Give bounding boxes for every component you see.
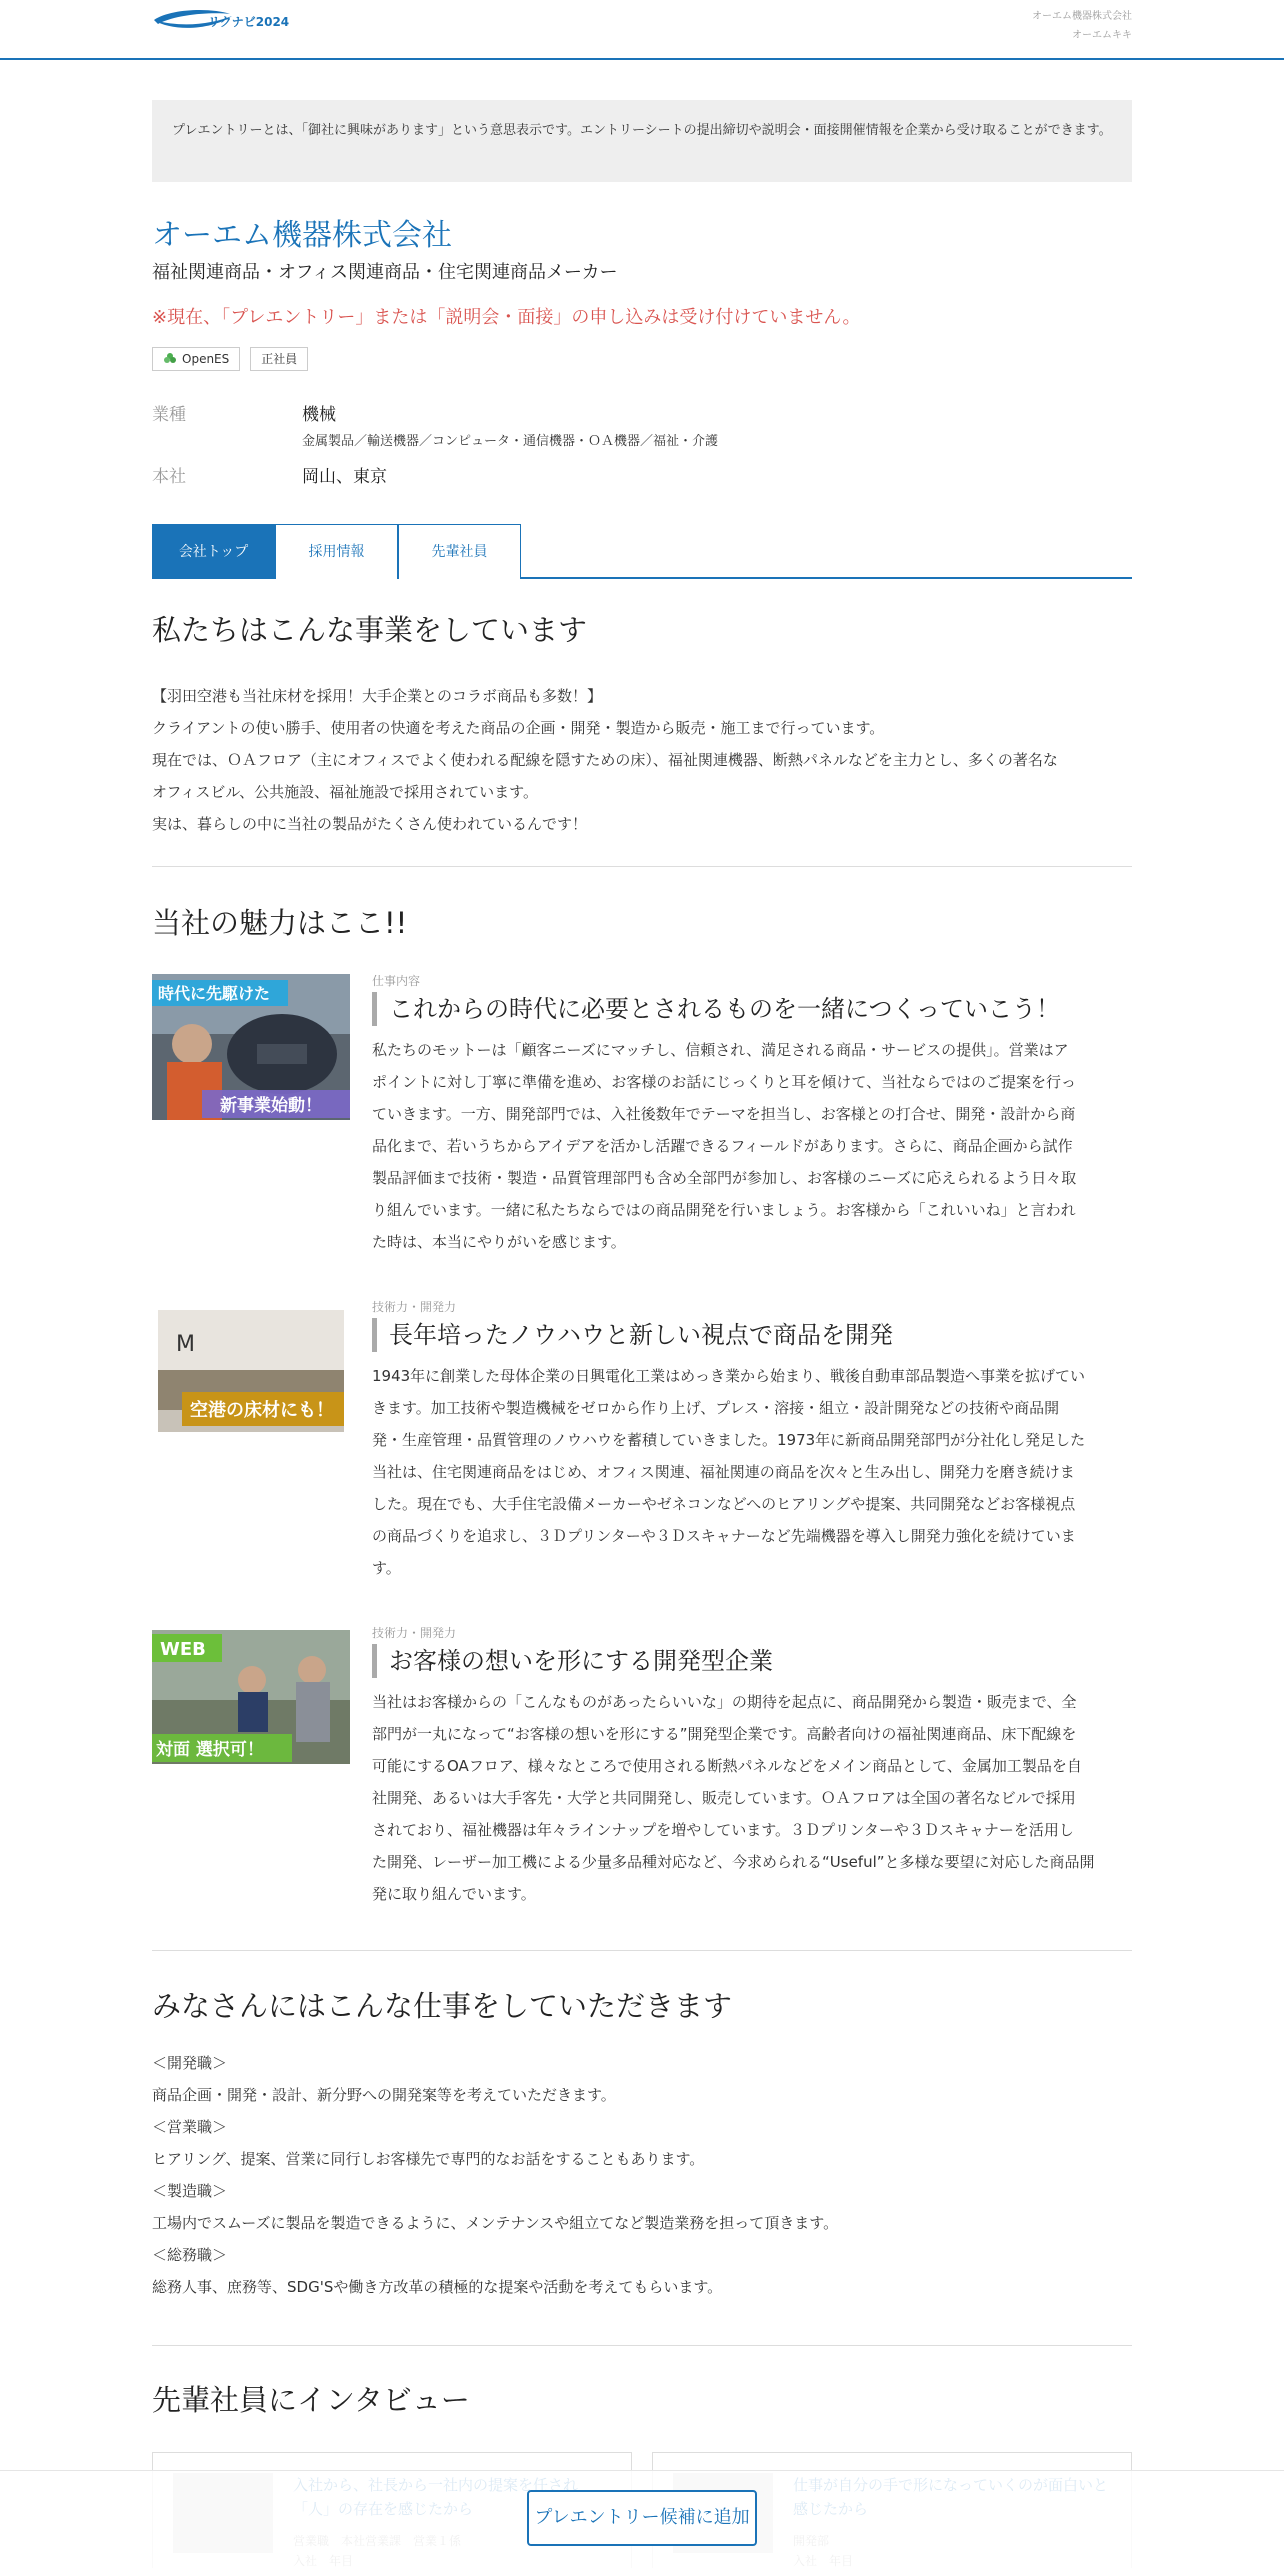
feature-1-line: ていきます。一方、開発部門では、入社後数年でテーマを担当し、お客様との打合せ、開発・設計から商 — [372, 1105, 1076, 1123]
feature-2-line: の商品づくりを追求し、３Ｄプリンターや３Ｄスキャナーなど先端機器を導入し開発力強化を続けていま — [372, 1527, 1076, 1545]
feature-3-line: 発に取り組んでいます。 — [372, 1885, 536, 1903]
sign-letter: M — [176, 1332, 195, 1357]
feature-3-line: 部門が一丸になって“お客様の想いを形にする”開発型企業です。高齢者向けの福祉関連商品、床下配線を — [372, 1725, 1077, 1743]
feature-2-category: 技術力・開発力 — [372, 1300, 457, 1314]
feature-2-line: す。 — [372, 1559, 401, 1577]
feature-image-1 — [152, 974, 350, 1120]
feature-photo-3 — [152, 1630, 350, 1764]
feature-1-line: 私たちのモットーは「顧客ニーズにマッチし、信頼され、満足される商品・サービスの提供」。営業はア — [372, 1041, 1069, 1059]
feature-2-text — [372, 1360, 1132, 1584]
job-line: 総務人事、庶務等、SDG'Sや働き方改革の積極的な提案や活動を考えてもらいます。 — [152, 2278, 723, 2296]
appeal-heading: 当社の魅力はここ!! — [152, 906, 408, 940]
feature-3-caption-bottom: 対面 選択可！ — [156, 1740, 264, 1760]
site-header — [0, 0, 1284, 60]
industry-detail: 金属製品／輸送機器／コンピュータ・通信機器・ＯＡ機器／福祉・介護 — [302, 434, 719, 449]
company-tags — [152, 347, 308, 371]
logo-text: リクナビ2024 — [208, 15, 290, 29]
feature-1-caption-bottom: 新事業始動！ — [220, 1096, 322, 1116]
feature-photo-2 — [152, 1306, 350, 1436]
job-line: ヒアリング、提案、営業に同行しお客様先で専門的なお話をすることもあります。 — [152, 2150, 705, 2168]
business-line: 実は、暮らしの中に当社の製品がたくさん使われているんです！ — [152, 815, 588, 833]
feature-1-line: 製品評価まで技術・製造・品質管理部門も含め全部門が参加し、お客様のニーズに応えられるよう日々取 — [372, 1169, 1077, 1187]
tab-senior-staff[interactable]: 先輩社員 — [398, 524, 521, 579]
feature-3-category: 技術力・開発力 — [372, 1626, 457, 1640]
tag-fulltime — [250, 347, 308, 371]
clover-icon — [163, 352, 177, 366]
tag-openes — [152, 347, 240, 371]
tag-openes-label: OpenES — [182, 352, 230, 366]
industry-label: 業種 — [152, 405, 186, 425]
feature-3-text — [372, 1686, 1132, 1910]
section-divider — [152, 1950, 1132, 1951]
interview-heading: 先輩社員にインタビュー — [152, 2383, 470, 2417]
feature-3-title: お客様の想いを形にする開発型企業 — [372, 1644, 773, 1678]
jobs-text — [152, 2047, 1132, 2303]
header-company-name: オーエム機器株式会社 — [1032, 11, 1132, 22]
feature-image-3 — [152, 1630, 350, 1764]
company-name: オーエム機器株式会社 — [152, 218, 452, 253]
business-line: オフィスビル、公共施設、福祉施設で採用されています。 — [152, 783, 538, 801]
feature-image-2 — [152, 1306, 350, 1452]
feature-2-line: きます。加工技術や製造機械をゼロから作り上げ、プレス・溶接・組立・設計開発などの技術や商品開 — [372, 1399, 1060, 1417]
feature-1-caption-top: 時代に先駆けた — [158, 984, 271, 1003]
entry-closed-warning: ※現在、「プレエントリー」または「説明会・面接」の申し込みは受け付けていません。 — [152, 307, 861, 328]
company-subtitle: 福祉関連商品・オフィス関連商品・住宅関連商品メーカー — [152, 262, 618, 283]
feature-1-category: 仕事内容 — [372, 974, 421, 988]
header-company-info — [1032, 7, 1132, 45]
header-company-kana: オーエムキキ — [1072, 30, 1132, 41]
section-divider — [152, 2345, 1132, 2346]
job-line: ＜営業職＞ — [152, 2118, 228, 2136]
feature-2-caption-bottom: 空港の床材にも！ — [190, 1400, 334, 1421]
rikunabi-logo[interactable] — [152, 6, 302, 32]
add-preentry-candidate-button[interactable]: プレエントリー候補に追加 — [527, 2490, 757, 2546]
job-line: 工場内でスムーズに製品を製造できるように、メンテナンスや組立てなど製造業務を担って頂きます。 — [152, 2214, 839, 2232]
feature-3-line: 当社はお客様からの「こんなものがあったらいいな」の期待を起点に、商品開発から製造・販売まで、全 — [372, 1693, 1077, 1711]
hq-label: 本社 — [152, 467, 186, 487]
feature-1-line: た時は、本当にやりがいを感じます。 — [372, 1233, 626, 1251]
hq-value: 岡山、東京 — [302, 467, 387, 487]
feature-1-line: ポイントに対し丁寧に準備を進め、お客様のお話にじっくりと耳を傾けて、当社ならではのご提案を行っ — [372, 1073, 1076, 1091]
job-line: ＜製造職＞ — [152, 2182, 228, 2200]
tab-recruit-info[interactable]: 採用情報 — [275, 524, 398, 579]
job-line: 商品企画・開発・設計、新分野への開発案等を考えていただきます。 — [152, 2086, 616, 2104]
feature-1-line: 品化まで、若いうちからアイデアを活かし活躍できるフィールドがあります。さらに、商品企画から試作 — [372, 1137, 1073, 1155]
business-line: クライアントの使い勝手、使用者の快適を考えた商品の企画・開発・製造から販売・施工まで行っています。 — [152, 719, 885, 737]
section-divider — [152, 866, 1132, 867]
business-heading: 私たちはこんな事業をしています — [152, 613, 588, 647]
feature-2-title: 長年培ったノウハウと新しい視点で商品を開発 — [372, 1318, 893, 1352]
industry-value: 機械 — [302, 405, 336, 425]
feature-3-line: た開発、レーザー加工機による少量多品種対応など、今求められる“Useful”と多様な要望に対応した商品開 — [372, 1853, 1095, 1871]
feature-3-caption-top: WEB — [160, 1639, 206, 1660]
feature-2-line: 1943年に創業した母体企業の日興電化工業はめっき業から始まり、戦後自動車部品製造へ事業を拡げてい — [372, 1367, 1086, 1385]
feature-2-line: した。現在でも、大手住宅設備メーカーやゼネコンなどへのヒアリングや提案、共同開発などお客様視点 — [372, 1495, 1076, 1513]
job-line: ＜開発職＞ — [152, 2054, 228, 2072]
feature-1-title: これからの時代に必要とされるものを一緒につくっていこう！ — [372, 992, 1060, 1026]
business-text — [152, 680, 1132, 840]
feature-1-text — [372, 1034, 1132, 1258]
business-line: 現在では、ＯＡフロア（主にオフィスでよく使われる配線を隠すための床）、福祉関連機器、断熱パネルなどを主力とし、多くの著名な — [152, 751, 1058, 769]
feature-3-line: 社開発、あるいは大手客先・大学と共同開発し、販売しています。ＯＡフロアは全国の著名なビルで採用 — [372, 1789, 1076, 1807]
company-tabs — [152, 524, 1132, 579]
tag-fulltime-label: 正社員 — [261, 352, 298, 366]
job-line: ＜総務職＞ — [152, 2246, 228, 2264]
feature-photo-1 — [152, 974, 350, 1120]
feature-2-line: 当社は、住宅関連商品をはじめ、オフィス関連、福祉関連の商品を次々と生み出し、開発力を磨き続けま — [372, 1463, 1075, 1481]
tab-company-top[interactable]: 会社トップ — [152, 524, 275, 579]
feature-3-line: 可能にするOAフロア、様々なところで使用される断熱パネルなどをメイン商品として、金属加工製品を自 — [372, 1757, 1082, 1775]
feature-1-line: り組んでいます。一緒に私たちならではの商品開発を行いましょう。お客様から「これいいね」と言われ — [372, 1201, 1076, 1219]
feature-3-line: されており、福祉機器は年々ラインナップを増やしています。３Ｄプリンターや３Ｄスキャナーを活用し — [372, 1821, 1074, 1839]
preentry-notice: プレエントリーとは、「御社に興味があります」という意思表示です。エントリーシートの提出締切や説明会・面接開催情報を企業から受け取ることができます。 — [152, 100, 1132, 182]
business-line: 【羽田空港も当社床材を採用！大手企業とのコラボ商品も多数！】 — [152, 687, 603, 705]
jobs-heading: みなさんにはこんな仕事をしていただきます — [152, 1989, 733, 2023]
feature-2-line: 発・生産管理・品質管理のノウハウを蓄積していきました。1973年に新商品開発部門が分社化し発足した — [372, 1431, 1086, 1449]
